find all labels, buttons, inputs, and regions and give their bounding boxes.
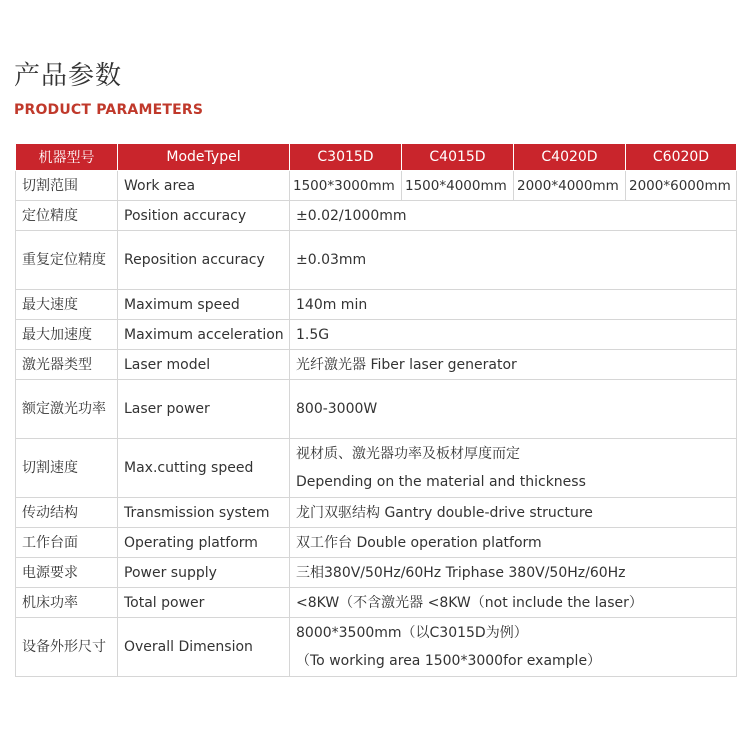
table-row — [16, 588, 737, 618]
row-label-en: Position accuracy — [118, 201, 290, 231]
table-row — [16, 171, 737, 201]
row-label-en: Work area — [118, 171, 290, 201]
row-value: 龙门双驱结构 Gantry double-drive structure — [290, 498, 737, 528]
row-label-cn: 切割速度 — [16, 439, 118, 498]
row-label-cn: 最大加速度 — [16, 320, 118, 350]
header-cell-c3015d: C3015D — [290, 144, 402, 171]
table-header-row — [16, 144, 737, 171]
table-row — [16, 350, 737, 380]
table-row — [16, 231, 737, 290]
row-value — [290, 618, 737, 677]
table-row — [16, 528, 737, 558]
row-label-en: Max.cutting speed — [118, 439, 290, 498]
header-cell-c4015d: C4015D — [402, 144, 514, 171]
header-cell-c4020d: C4020D — [514, 144, 626, 171]
row-label-cn: 机床功率 — [16, 588, 118, 618]
row-value — [290, 439, 737, 498]
page-subtitle: PRODUCT PARAMETERS — [14, 102, 204, 118]
table-row — [16, 558, 737, 588]
row-label-cn: 重复定位精度 — [16, 231, 118, 290]
page-title: 产品参数 — [14, 61, 123, 91]
row-label-en: Laser power — [118, 380, 290, 439]
table-row — [16, 380, 737, 439]
header-cell-model-cn: 机器型号 — [16, 144, 118, 171]
work-area-c4015d: 1500*4000mm — [402, 171, 514, 201]
row-value: 光纤激光器 Fiber laser generator — [290, 350, 737, 380]
table-row — [16, 439, 737, 498]
row-value-line-2: Depending on the material and thickness — [296, 474, 586, 490]
work-area-c6020d: 2000*6000mm — [626, 171, 737, 201]
parameters-table — [15, 143, 737, 677]
row-label-cn: 设备外形尺寸 — [16, 618, 118, 677]
row-label-en: Overall Dimension — [118, 618, 290, 677]
row-label-cn: 电源要求 — [16, 558, 118, 588]
row-value: ±0.02/1000mm — [290, 201, 737, 231]
work-area-c3015d: 1500*3000mm — [290, 171, 402, 201]
row-label-cn: 激光器类型 — [16, 350, 118, 380]
row-value: 140m min — [290, 290, 737, 320]
row-value: 双工作台 Double operation platform — [290, 528, 737, 558]
work-area-c4020d: 2000*4000mm — [514, 171, 626, 201]
row-value: ±0.03mm — [290, 231, 737, 290]
table-row — [16, 290, 737, 320]
row-value: 三相380V/50Hz/60Hz Triphase 380V/50Hz/60Hz — [290, 558, 737, 588]
row-label-cn: 工作台面 — [16, 528, 118, 558]
row-label-cn: 定位精度 — [16, 201, 118, 231]
table-row — [16, 498, 737, 528]
row-label-cn: 最大速度 — [16, 290, 118, 320]
row-value-line-1: 视材质、激光器功率及板材厚度而定 — [296, 446, 520, 462]
row-label-en: Power supply — [118, 558, 290, 588]
row-value: <8KW（不含激光器 <8KW（not include the laser） — [290, 588, 737, 618]
header-cell-model-en: ModeTypel — [118, 144, 290, 171]
row-label-cn: 额定激光功率 — [16, 380, 118, 439]
row-value-line-2: （To working area 1500*3000for example） — [296, 653, 602, 669]
row-label-en: Operating platform — [118, 528, 290, 558]
row-value: 800-3000W — [290, 380, 737, 439]
header-cell-c6020d: C6020D — [626, 144, 737, 171]
row-label-en: Maximum acceleration — [118, 320, 290, 350]
row-label-cn: 切割范围 — [16, 171, 118, 201]
row-value-line-1: 8000*3500mm（以C3015D为例） — [296, 625, 528, 641]
table-row — [16, 320, 737, 350]
table-row — [16, 201, 737, 231]
row-label-en: Total power — [118, 588, 290, 618]
row-label-en: Transmission system — [118, 498, 290, 528]
table-row — [16, 618, 737, 677]
row-label-en: Maximum speed — [118, 290, 290, 320]
row-value: 1.5G — [290, 320, 737, 350]
row-label-cn: 传动结构 — [16, 498, 118, 528]
row-label-en: Laser model — [118, 350, 290, 380]
row-label-en: Reposition accuracy — [118, 231, 290, 290]
